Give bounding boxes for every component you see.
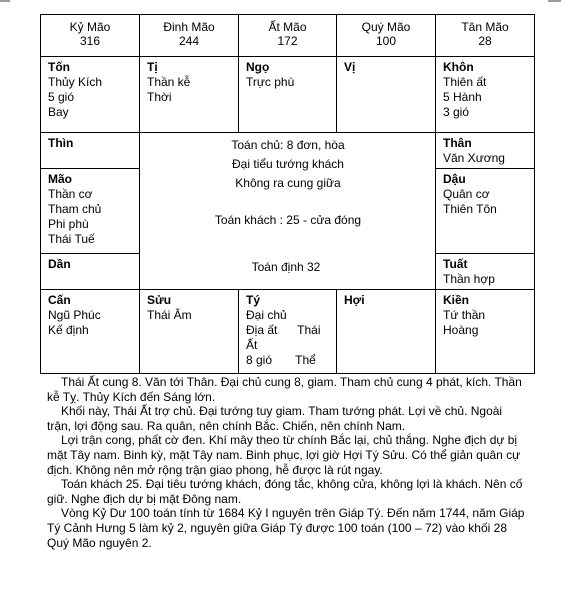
center-line: Không ra cung giữa [235,176,341,190]
cell-title: Dần [48,257,71,271]
cell-kien [436,290,535,374]
cell-suu [140,290,239,374]
cell-hoi [337,290,436,374]
cell-ngo [239,57,337,133]
cell-line: 5 gió [48,90,75,104]
palace-row-5 [41,290,535,374]
cell-line: 8 gió Thể [246,353,316,367]
cell-line: Kế định [48,323,89,337]
cell-title: Tý [246,293,261,307]
cell-vi [337,57,436,133]
cell-line: Thiên Tôn [443,202,497,216]
cell-line: Quân cơ [443,187,490,201]
cell-dau [436,169,535,254]
header-name: Ất Mão [268,20,307,34]
cell-title: Thìn [48,136,74,150]
center-bottom-line [138,260,434,275]
header-cell-quy-mao [337,15,436,57]
cell-can [41,290,140,374]
header-cell-at-mao [239,15,337,57]
header-cell-tan-mao [436,15,535,57]
cell-line: Thái Tuế [48,232,95,246]
header-value: 28 [478,34,492,48]
cell-line: Thái Âm [147,308,192,322]
header-cell-ky-mao [41,15,140,57]
cell-title: Tị [147,60,158,74]
top-divider-right [548,0,561,2]
commentary-paragraph: Thái Ất cung 8. Văn tới Thân. Đại chủ cung 8, giam. Tham chủ cung 4 phát, kích. Thần kễ Tỵ. Thủy Kích đến Sáng lớn. [47,375,522,404]
header-name: Quý Mão [361,20,411,34]
cell-line: Thần kễ [147,75,191,89]
cell-line: Thần hợp [443,272,495,286]
header-cell-dinh-mao [140,15,239,57]
cell-line: Thủy Kích [48,75,103,89]
center-spacer [147,193,429,211]
cell-title: Tuất [443,257,468,271]
header-name: Đinh Mão [163,20,215,34]
center-line: Toán chủ: 8 đơn, hòa [231,138,345,152]
cell-ti [140,57,239,133]
cell-line: 5 Hành [443,90,482,104]
commentary-text [47,375,525,550]
cell-title: Ngọ [246,60,270,74]
commentary-paragraph: Lợi trận cong, phất cờ đen. Khí mây theo từ chính Bắc lại, chủ thắng. Nghe địch dự bị mặt Tây nam. Binh kỳ, mặt Tây nam. Binh phục, lợi giờ Hợi Tý Sửu. Có thể giản quân cự địch. Không nên mở rộng trận giao phong, hễ được là rút ngay. [47,433,521,477]
cell-title: Thân [443,136,472,150]
cell-than [436,133,535,169]
cell-line: Bay [48,105,69,119]
cell-title: Tốn [48,60,70,74]
header-row [41,15,535,57]
commentary-paragraph: Vòng Kỷ Dư 100 toán tính từ 1684 Kỷ I nguyên trên Giáp Tý. Đến năm 1744, năm Giáp Tý Cảnh Hưng 5 làm kỷ 2, nguyên giữa Giáp Tý được 100 toán (100 – 72) vào khối 28 Quý Mão nguyên 2. [47,506,525,550]
cell-line: Ngũ Phúc [48,308,101,322]
center-final-total: Toán định 32 [251,260,321,274]
cell-line: Thời [147,90,172,104]
cell-line: Thiên ất [443,75,487,89]
cell-line: 3 gió [443,105,470,119]
commentary-paragraph: Khối này, Thái Ất trợ chủ. Đại tướng tuy giam. Tham tướng phát. Lợi về chủ. Ngoài trận, lợi động sau. Ra quân, nên chính Bắc. Chiến, nên chính Nam. [47,404,503,433]
header-name: Kỷ Mão [69,20,111,34]
cell-title: Hợi [344,293,365,307]
header-value: 316 [79,34,101,48]
palace-row-1 [41,57,535,133]
cell-title: Cấn [48,293,71,307]
commentary-paragraph: Toán khách 25. Đại tiêu tướng khách, đóng tắc, không cửa, không lợi là khách. Nên cố giữ. Nghe địch dự bị mặt Đông nam. [47,477,523,506]
header-value: 172 [277,34,298,48]
cell-tuat [436,254,535,290]
cell-ton [41,57,140,133]
cell-ty [239,290,337,374]
top-divider-left [0,0,10,2]
cell-mao [41,169,140,254]
header-value: 100 [375,34,397,48]
cell-title: Khôn [443,60,474,74]
cell-title: Dậu [443,172,466,186]
cell-line: Ất [246,338,258,352]
cell-title: Sửu [147,293,172,307]
cell-line: Hoàng [443,323,479,337]
cell-line: Đại chủ [246,308,287,322]
cell-title: Kiền [443,293,470,307]
center-line: Toán khách : 25 - cửa đóng [214,213,362,227]
cell-dan [41,254,140,290]
cell-line: Tứ thần [443,308,486,322]
cell-line: Phi phù [48,217,89,231]
palace-row-2 [41,133,535,169]
thai-at-chart-table [40,14,535,374]
cell-line: Tham chủ [48,202,102,216]
cell-line: Địa ất Thái [246,323,321,337]
center-line: Đại tiểu tướng khách [232,157,344,171]
cell-thin [41,133,140,169]
header-name: Tân Mão [461,20,509,34]
cell-line: Trực phù [246,75,295,89]
cell-line: Văn Xương [443,151,505,165]
header-value: 244 [178,34,200,48]
cell-title: Vị [344,60,356,74]
cell-khon [436,57,535,133]
cell-title: Mão [48,172,72,186]
cell-line: Thần cơ [48,187,93,201]
